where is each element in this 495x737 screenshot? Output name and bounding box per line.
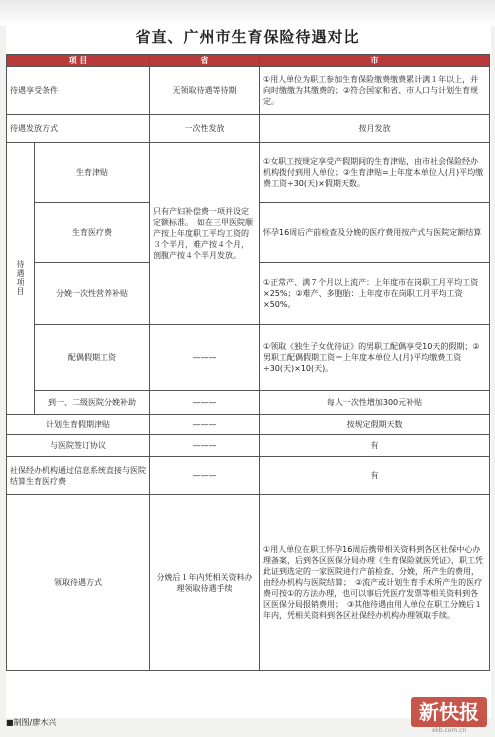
city-spouse-leave: ①领取《独生子女优待证》的男职工配偶享受10天的假期；②男职工配偶假期工资＝上年度本单位人(月)平均缴费工资÷30(天)×10(天)。: [260, 325, 490, 391]
table-row: [7, 415, 490, 435]
prov-plan-leave: ———: [150, 415, 260, 435]
page-top-edge: [0, 0, 495, 26]
prov-direct-settle: ———: [150, 457, 260, 495]
watermark-sub: xkb.com.cn: [431, 727, 467, 734]
table-header-row: [7, 55, 490, 67]
watermark-main: 新快报: [411, 697, 487, 727]
city-claim: ①用人单位在职工怀孕16周后携带相关资料到各区社保中心办理备案，后到各区医保分局办理《生育保险就医凭证》，职工凭此证到选定的一家医院进行产前检查、分娩，所产生的费用，由经办机构与医院结算； ②流产或计划生育手术所产生的医疗费可按①的方法办理，也可以事后凭医疗发票等相关资料到各区医保分局报销费用； ③其他待遇由用人单位在职工分娩后１年内，凭相关资料到各区社保经办机构办理领取手续。: [260, 495, 490, 671]
row-label-medical: 生育医疗费: [35, 203, 150, 263]
city-level12: 每人一次性增加300元补贴: [260, 391, 490, 415]
prov-spouse-leave: ———: [150, 325, 260, 391]
table-row: [7, 325, 490, 391]
city-agreement: 有: [260, 435, 490, 457]
row-label-condition: 待遇享受条件: [7, 67, 150, 115]
city-payment: 按月发放: [260, 115, 490, 143]
prov-level12: ———: [150, 391, 260, 415]
comparison-table: [6, 54, 490, 671]
prov-merged: 只有产妇补偿费一项并设定定额标准。 如在三甲医院顺产按上年度职工平均工资的３个半月，难产按４个月，剖腹产按４个半月发放。: [150, 143, 260, 325]
table-row: [7, 115, 490, 143]
header-city: 市: [260, 55, 490, 67]
prov-agreement: ———: [150, 435, 260, 457]
prov-payment: 一次性发放: [150, 115, 260, 143]
row-label-level12: 到一、二级医院分娩补助: [35, 391, 150, 415]
watermark-logo: [411, 697, 487, 733]
city-plan-leave: 按规定假期天数: [260, 415, 490, 435]
city-nutrition: ①正常产、满７个月以上流产：上年度市在岗职工月平均工资×25%；②难产、多胞胎：上年度市在岗职工月平均工资×50%。: [260, 263, 490, 325]
prov-claim: 分娩后１年内凭相关资料办理领取待遇手续: [150, 495, 260, 671]
row-label-nutrition: 分娩一次性营养补贴: [35, 263, 150, 325]
row-label-plan-leave: 计划生育假期津贴: [7, 415, 150, 435]
table-row: [7, 435, 490, 457]
table-row: [7, 67, 490, 115]
city-medical: 怀孕16周后产前检查及分娩的医疗费用按产式与医院定额结算: [260, 203, 490, 263]
group-label: 待遇项目: [7, 143, 35, 415]
page-title: 省直、广州市生育保险待遇对比: [135, 28, 360, 46]
table-row: [7, 143, 490, 203]
credit-line: ■制图/廖木兴: [6, 718, 57, 727]
row-label-claim: 领取待遇方式: [7, 495, 150, 671]
table-row: [7, 391, 490, 415]
table-row: [7, 495, 490, 671]
table-row: [7, 457, 490, 495]
row-label-direct-settle: 社保经办机构通过信息系统直接与医院结算生育医疗费: [7, 457, 150, 495]
city-allowance: ①女职工按规定享受产假期间的生育津贴，由市社会保险经办机构拨付到用人单位；②生育津贴=上年度本单位人(月)平均缴费工资÷30(天)×假期天数。: [260, 143, 490, 203]
header-item: 项 目: [7, 55, 150, 67]
header-province: 省: [150, 55, 260, 67]
row-label-spouse-leave: 配偶假期工资: [35, 325, 150, 391]
city-direct-settle: 有: [260, 457, 490, 495]
city-condition: ①用人单位为职工参加生育保险缴费缴费累计满１年以上，并向时缴缴为其缴费的；②符合国家和省、市人口与计划生育规定。: [260, 67, 490, 115]
row-label-allowance: 生育津贴: [35, 143, 150, 203]
prov-condition: 无领取待遇等待期: [150, 67, 260, 115]
row-label-payment: 待遇发放方式: [7, 115, 150, 143]
row-label-agreement: 与医院签订协议: [7, 435, 150, 457]
